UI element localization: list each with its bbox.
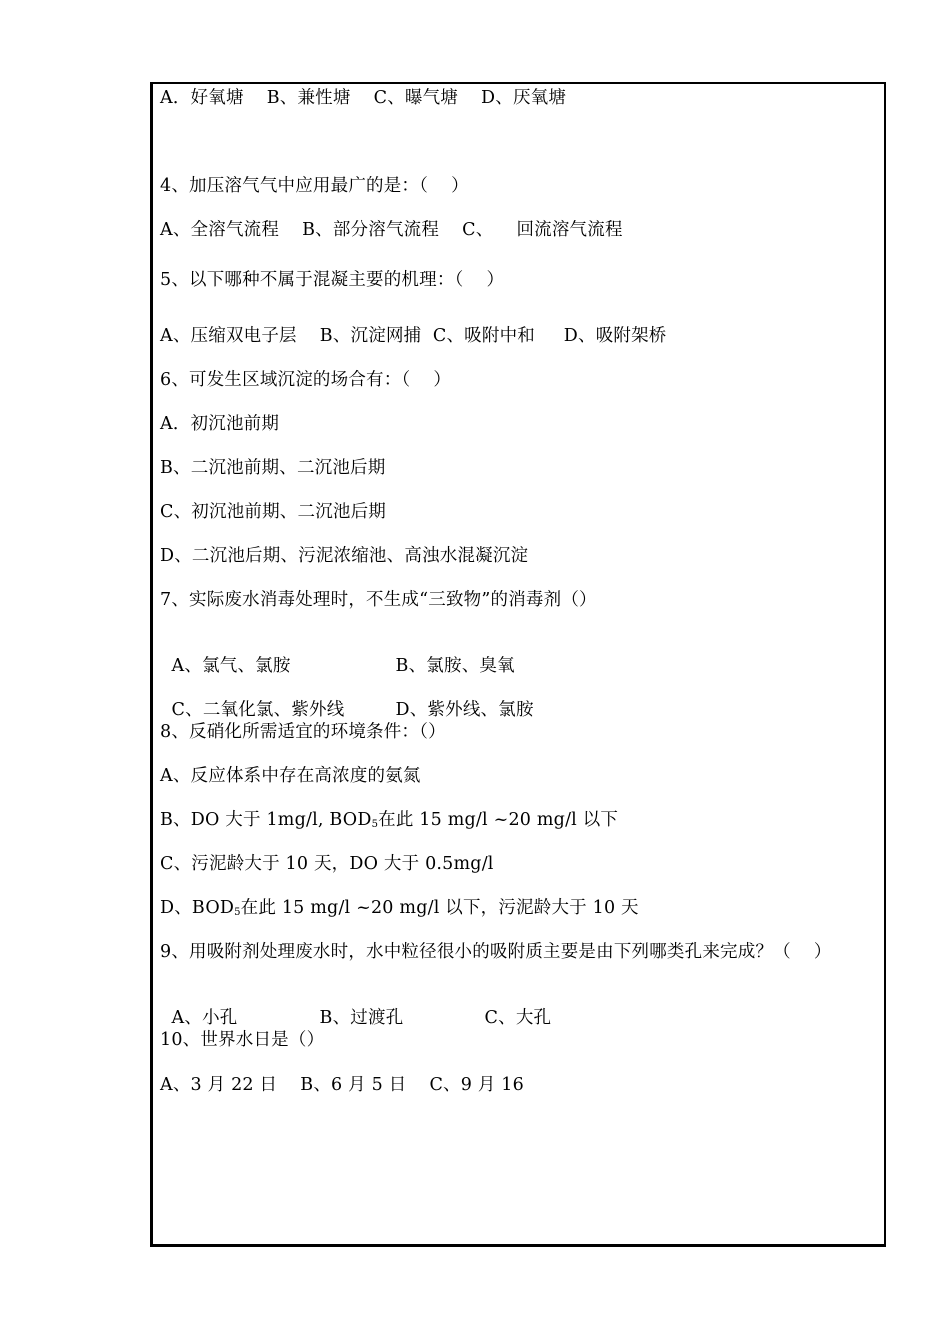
q10-stem: 10、世界水日是（）: [160, 1030, 325, 1050]
q8-stem: 8、反硝化所需适宜的环境条件：（）: [160, 722, 446, 742]
q7-options-row-2: [160, 677, 534, 721]
q8-option-b: [160, 809, 618, 831]
q6-option-c: C、初沉池前期、二沉池后期: [160, 502, 386, 522]
q8-option-c: C、污泥龄大于 10 天，DO 大于 0.5mg/l: [160, 854, 494, 874]
q8-option-d-text: D、BOD: [160, 898, 235, 918]
q8-option-d-text-rest: 在此 15 mg/l ~20 mg/l 以下，污泥龄大于 10 天: [240, 898, 639, 918]
q6-option-b: B、二沉池前期、二沉池后期: [160, 458, 386, 478]
q3-options: A．好氧塘 B、兼性塘 C、曝气塘 D、厌氧塘: [160, 88, 567, 108]
q10-options: A、3 月 22 日 B、6 月 5 日 C、9 月 16: [160, 1075, 524, 1095]
q8-option-d: [160, 897, 639, 919]
q8-option-b-text-rest: 在此 15 mg/l ~20 mg/l 以下: [378, 810, 619, 830]
q8-option-b-subscript: 5: [371, 819, 379, 830]
q6-option-d: D、二沉池后期、污泥浓缩池、高浊水混凝沉淀: [160, 546, 529, 566]
q7-option-b: B、氯胺、臭氧: [395, 656, 515, 676]
q7-stem: 7、实际废水消毒处理时，不生成“三致物”的消毒剂（）: [160, 590, 597, 610]
q5-stem: 5、以下哪种不属于混凝主要的机理：（ ）: [160, 270, 505, 290]
q5-options: A、压缩双电子层 B、沉淀网捕 C、吸附中和 D、吸附架桥: [160, 326, 667, 346]
q8-option-b-text: B、DO 大于 1mg/l, BOD: [160, 810, 372, 830]
q6-option-a: A．初沉池前期: [160, 414, 280, 434]
q9-stem: 9、用吸附剂处理废水时，水中粒径很小的吸附质主要是由下列哪类孔来完成？（ ）: [160, 942, 832, 962]
q9-option-a: A、小孔: [171, 1008, 238, 1028]
q8-option-d-subscript: 5: [234, 907, 241, 918]
q9-options: [160, 985, 551, 1029]
q6-stem: 6、可发生区域沉淀的场合有：（ ）: [160, 370, 452, 390]
q7-option-c: C、二氧化氯、紫外线: [171, 700, 345, 720]
q7-option-a: A、氯气、氯胺: [171, 656, 291, 676]
q9-option-b: B、过渡孔: [319, 1008, 404, 1028]
q8-option-a: A、反应体系中存在高浓度的氨氮: [160, 766, 421, 786]
q7-options-row-1: [160, 633, 515, 677]
q4-stem: 4、加压溶气气中应用最广的是：（ ）: [160, 176, 469, 196]
q7-option-d: D、紫外线、氯胺: [395, 700, 534, 720]
q9-option-c: C、大孔: [484, 1008, 552, 1028]
q4-options: A、全溶气流程 B、部分溶气流程 C、 回流溶气流程: [160, 220, 623, 240]
